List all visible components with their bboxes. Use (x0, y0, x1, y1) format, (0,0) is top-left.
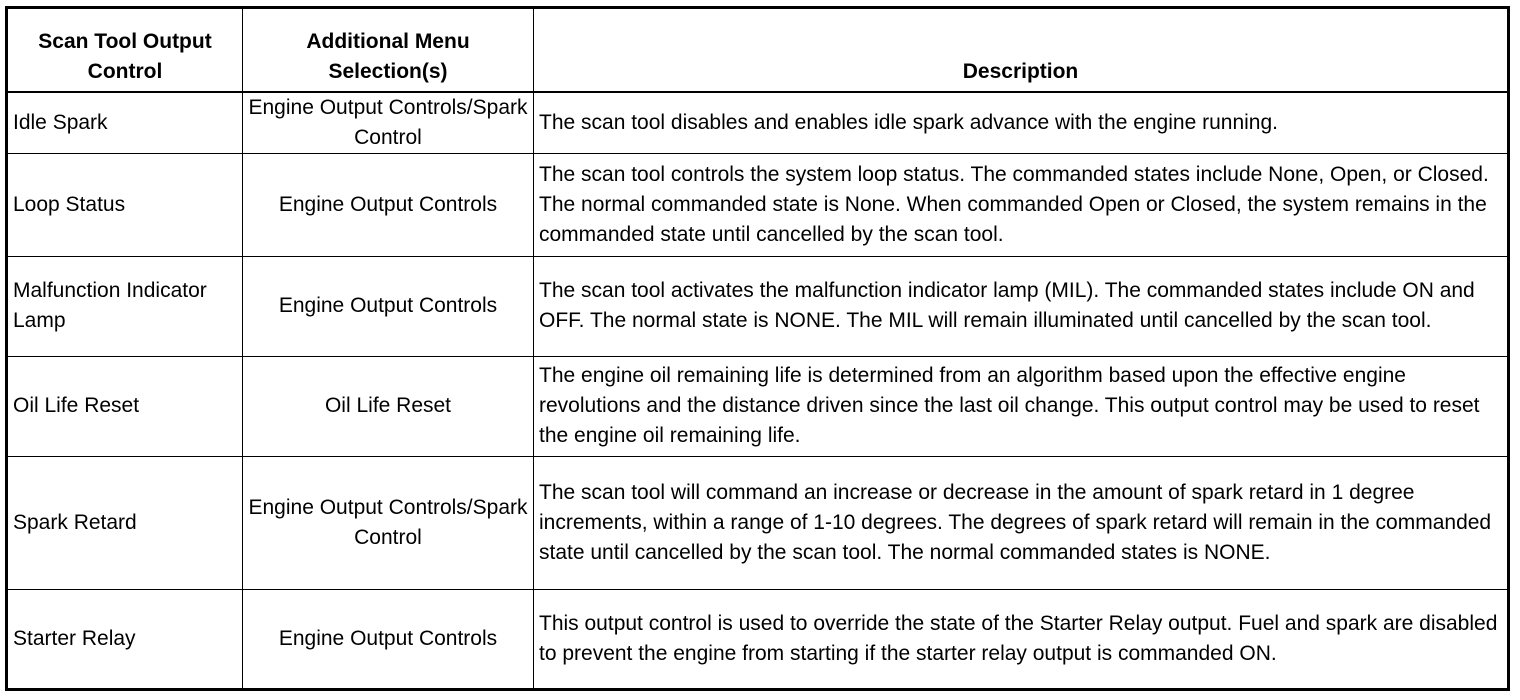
header-additional-menu-selections: Additional Menu Selection(s) (243, 8, 534, 92)
table-header (7, 8, 1509, 92)
control-cell: Idle Spark (7, 92, 243, 154)
header-scan-tool-output-control: Scan Tool Output Control (7, 8, 243, 92)
menu-selection-cell: Engine Output Controls (243, 153, 534, 256)
header-row (7, 8, 1509, 92)
table-row (7, 256, 1509, 356)
description-cell: This output control is used to override the state of the Starter Relay output. Fuel and spark are disabled to prevent the engine from starting if the starter relay output is commanded ON. (534, 589, 1509, 689)
menu-selection-cell: Oil Life Reset (243, 356, 534, 456)
menu-selection-cell: Engine Output Controls/Spark Control (243, 92, 534, 154)
table-row (7, 589, 1509, 689)
description-cell: The scan tool will command an increase or decrease in the amount of spark retard in 1 degree increments, within a range of 1-10 degrees. The degrees of spark retard will remain in the commanded state until cancelled by the scan tool. The normal commanded states is NONE. (534, 456, 1509, 589)
control-cell: Oil Life Reset (7, 356, 243, 456)
control-cell: Loop Status (7, 153, 243, 256)
table-row (7, 356, 1509, 456)
table-row (7, 456, 1509, 589)
table-row (7, 153, 1509, 256)
description-cell: The scan tool controls the system loop status. The commanded states include None, Open, or Closed. The normal commanded state is None. When commanded Open or Closed, the system remains in the commanded state until cancelled by the scan tool. (534, 153, 1509, 256)
control-cell: Spark Retard (7, 456, 243, 589)
table-row (7, 92, 1509, 154)
control-cell: Malfunction Indicator Lamp (7, 256, 243, 356)
description-cell: The scan tool activates the malfunction indicator lamp (MIL). The commanded states include ON and OFF. The normal state is NONE. The MIL will remain illuminated until cancelled by the scan tool. (534, 256, 1509, 356)
table-body (7, 92, 1509, 690)
menu-selection-cell: Engine Output Controls (243, 589, 534, 689)
menu-selection-cell: Engine Output Controls/Spark Control (243, 456, 534, 589)
description-cell: The engine oil remaining life is determined from an algorithm based upon the effective engine revolutions and the distance driven since the last oil change. This output control may be used to reset the engine oil remaining life. (534, 356, 1509, 456)
menu-selection-cell: Engine Output Controls (243, 256, 534, 356)
control-cell: Starter Relay (7, 589, 243, 689)
header-description: Description (534, 8, 1509, 92)
description-cell: The scan tool disables and enables idle spark advance with the engine running. (534, 92, 1509, 154)
output-controls-table (5, 6, 1510, 691)
